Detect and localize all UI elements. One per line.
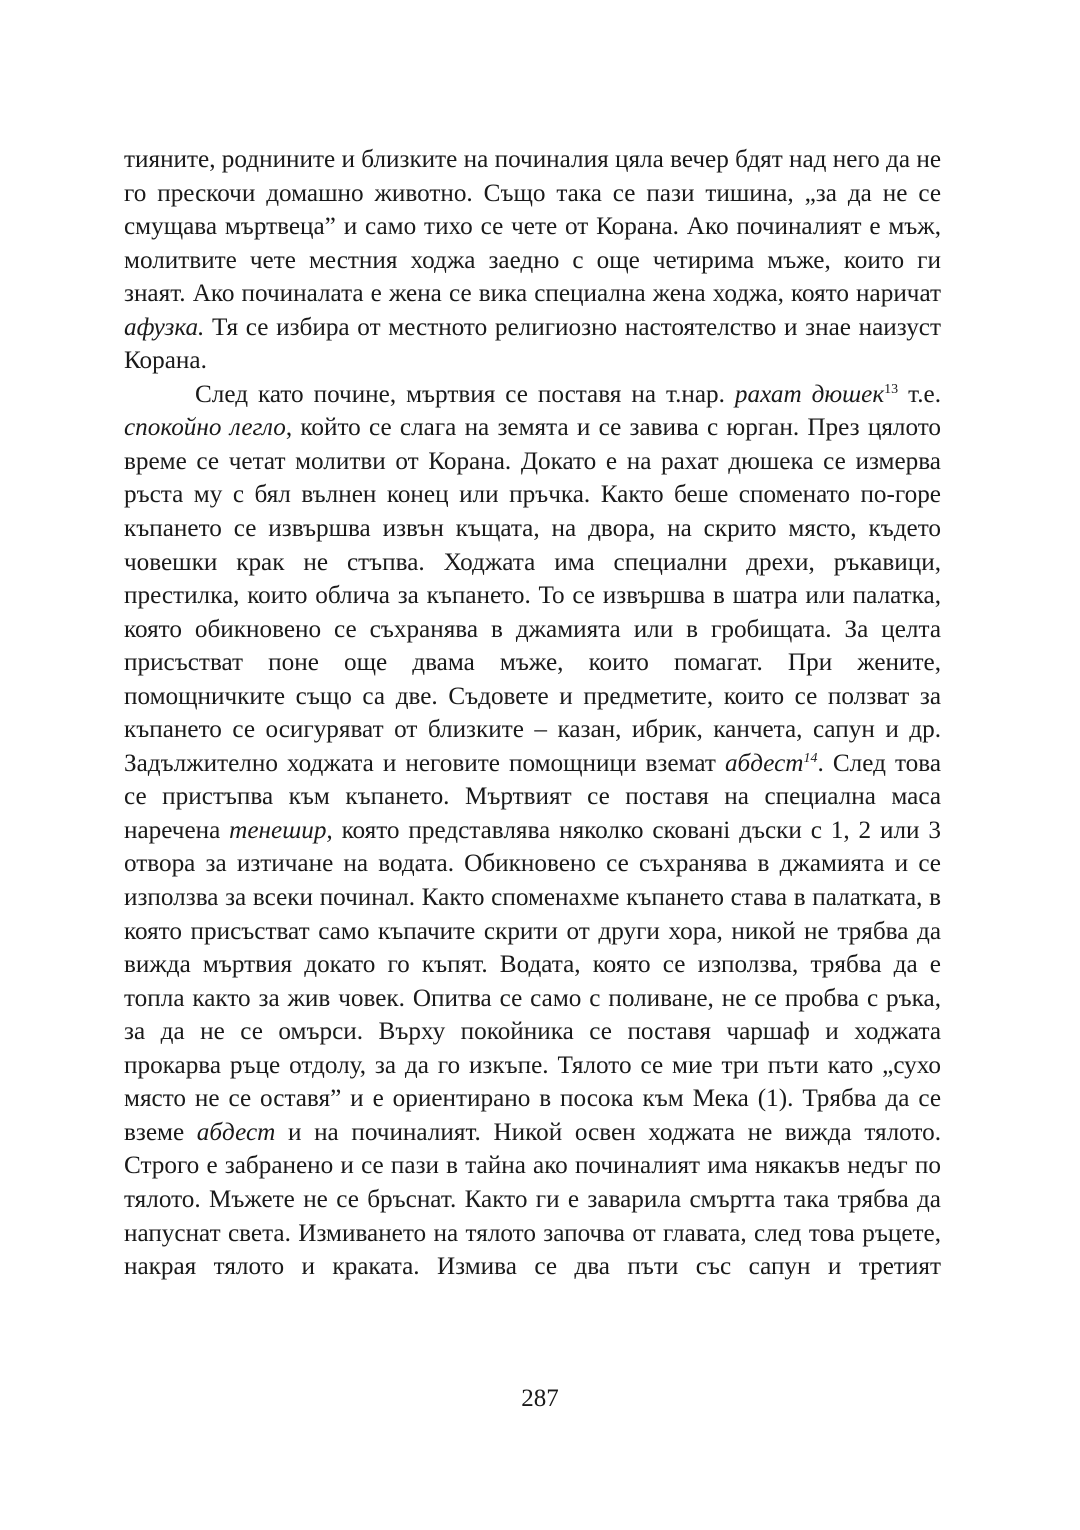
paragraph: [124, 378, 941, 1284]
footnote-number: 14: [803, 750, 818, 766]
italic-term: афузка.: [124, 313, 205, 341]
page-number: 287: [521, 1385, 559, 1412]
footnote-marker: [803, 751, 817, 766]
footnote-marker: 13: [884, 381, 899, 397]
paragraph: [124, 143, 941, 378]
italic-term: абдест: [196, 1118, 276, 1146]
italic-term: рахат дюшек: [734, 380, 885, 408]
italic-term: абдест: [724, 749, 804, 777]
paragraph-text: . След това се пристъпва към къпането. Мъртвият се поставя на специална маса наречена: [124, 749, 941, 844]
italic-term: тенешир,: [229, 816, 333, 844]
italic-term: спокойно легло: [124, 414, 286, 442]
paragraph-text: След като почине, мъртвия се поставя на т.нар.: [195, 380, 735, 408]
body-text: [124, 143, 941, 1284]
paragraph-text: Тя се избира от местното религиозно настоятелство и знае наизуст Корана.: [124, 313, 941, 375]
paragraph-text: и на починалият. Никой освен ходжата не вижда тялото. Строго е забранено и се пази в тайна ако починалият има някакъв недъг по тялото. Мъжете не се бръснат. Както ги е заварила смъртта така трябва да напуснат света. Измиването на тялото започва от главата, след това ръцете, накрая тялото и краката. Измива се два пъти със сапун и третият: [124, 1118, 941, 1281]
paragraph-text: която представлява няколко скованi дъски с 1, 2 или 3 отвора за изтичане на водата. Обикновено се съхранява в джамията и се използва за всеки починал. Както споменахме къпането става в палатката, в която присъстват само къпачите скрити от други хора, никой не трябва да вижда мъртвия докато го къпят. Водата, която се използва, трябва да е топла както за жив човек. Опитва се само с поливане, не се пробва с ръка, за да не се омърси. Върху покойника се поставя чаршаф и ходжата прокарва ръце отдолу, за да го изкъпе. Тялото се мие три пъти като „сухо място не се оставя” и е ориентирано в посока към Мека (1). Трябва да се вземе: [124, 816, 941, 1146]
paragraph-text: , който се слага на земята и се завива с юрган. През цялото време се четат молитви от Корана. Докато е на рахат дюшека се измерва ръста му с бял вълнен конец или пръчка. Както беше споменато по-горе къпането се извършва извън къщата, на двора, на скрито място, където човешки крак не стъпва. Ходжата има специални дрехи, ръкавици, престилка, които облича за къпането. То се извършва в шатра или палатка, която обикновено се съхранява в джамията или в гробищата. За целта присъстват поне още двама мъже, които помагат. При жените, помощничките също са две. Съдовете и предметите, които се ползват за къпането се осигуряват от близките – казан, ибрик, канчета, сапун и др. Задължително ходжата и неговите помощници вземат: [124, 414, 942, 777]
paragraph-text: тияните, роднините и близките на починалия цяла вечер бдят над него да не го прескочи домашно животно. Също така се пази тишина, „за да не се смущава мъртвеца” и само тихо се чете от Корана. Ако починалият е мъж, молитвите чете местния ходжа заедно с още четирима мъже, които ги знаят. Ако починалата е жена се вика специална жена ходжа, която наричат: [124, 146, 941, 308]
paragraph-text: т.е.: [898, 380, 942, 408]
